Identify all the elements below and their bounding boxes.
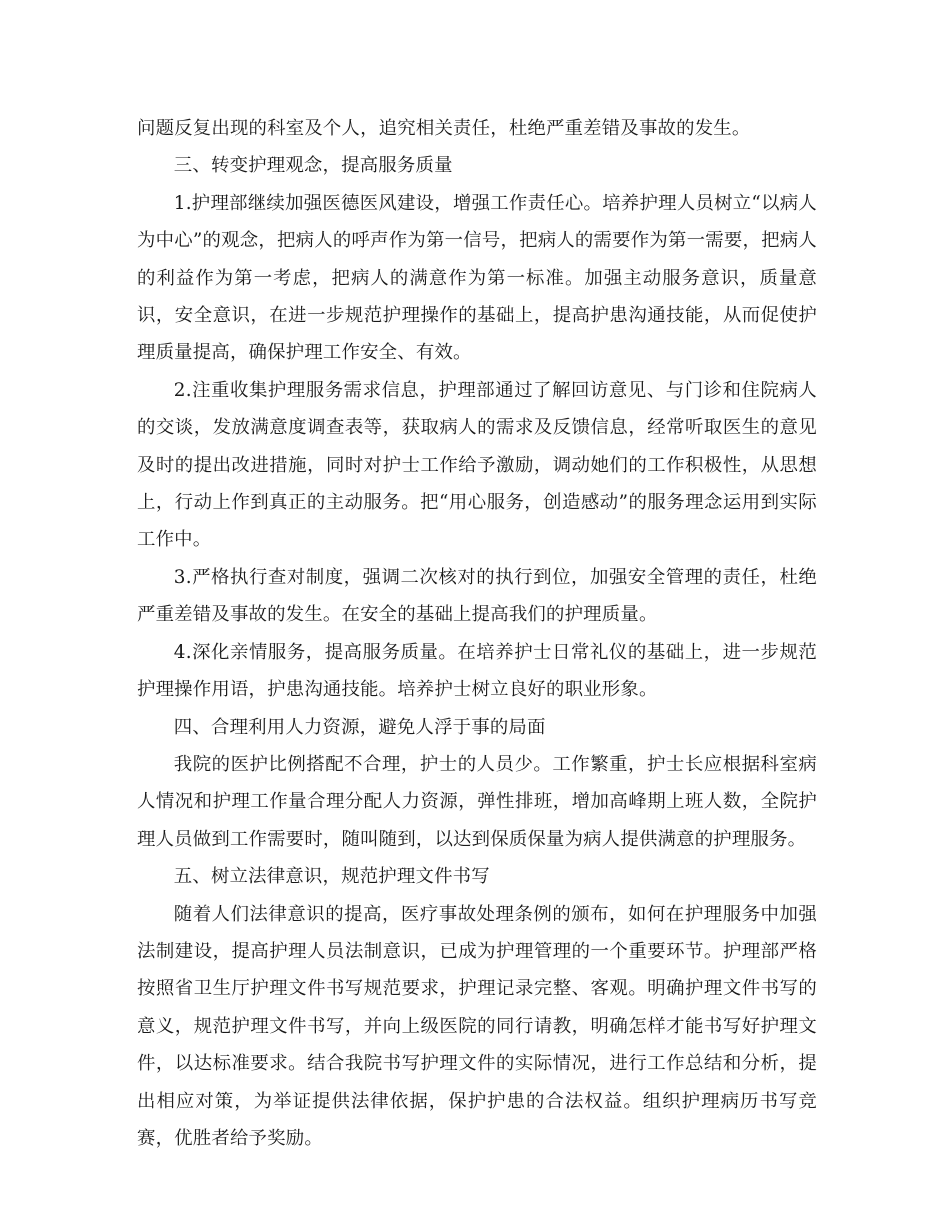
section-heading-5: 五、树立法律意识，规范护理文件书写 (173, 866, 490, 888)
section-heading-4: 四、合理利用人力资源，避免人浮于事的局面 (173, 716, 546, 738)
paragraph-item-1: 1.护理部继续加强医德医风建设，增强工作责任心。培养护理人员树立“以病人为中心”的观念，把病人的呼声作为第一信号，把病人的需要作为第一需要，把病人的利益作为第一考虑，把病人的满意作为第一标准。加强主动服务意识，质量意识，安全意识，在进一步规范护理操作的基础上，提高护患沟通技能，从而促使护理质量提高，确保护理工作安全、有效。 (137, 192, 817, 364)
paragraph-item-4: 4.深化亲情服务，提高服务质量。在培养护士日常礼仪的基础上，进一步规范护理操作用语，护患沟通技能。培养护士树立良好的职业形象。 (137, 641, 817, 701)
paragraph-item-3: 3.严格执行查对制度，强调二次核对的执行到位，加强安全管理的责任，杜绝严重差错及事故的发生。在安全的基础上提高我们的护理质量。 (137, 566, 817, 626)
paragraph-item-2: 2.注重收集护理服务需求信息，护理部通过了解回访意见、与门诊和住院病人的交谈，发放满意度调查表等，获取病人的需求及反馈信息，经常听取医生的意见及时的提出改进措施，同时对护士工作给予激励，调动她们的工作积极性，从思想上，行动上作到真正的主动服务。把“用心服务，创造感动”的服务理念运用到实际工作中。 (137, 379, 817, 551)
paragraph-continuation: 问题反复出现的科室及个人，追究相关责任，杜绝严重差错及事故的发生。 (137, 118, 751, 139)
document-body (137, 110, 817, 1157)
paragraph-staffing: 我院的医护比例搭配不合理，护士的人员少。工作繁重，护士长应根据科室病人情况和护理工作量合理分配人力资源，弹性排班，增加高峰期上班人数，全院护理人员做到工作需要时，随叫随到，以达到保质保量为病人提供满意的护理服务。 (137, 753, 817, 850)
paragraph-legal: 随着人们法律意识的提高，医疗事故处理条例的颁布，如何在护理服务中加强法制建设，提高护理人员法制意识，已成为护理管理的一个重要环节。护理部严格按照省卫生厅护理文件书写规范要求，护理记录完整、客观。明确护理文件书写的意义，规范护理文件书写，并向上级医院的同行请教，明确怎样才能书写好护理文件，以达标准要求。结合我院书写护理文件的实际情况，进行工作总结和分析，提出相应对策，为举证提供法律依据，保护护患的合法权益。组织护理病历书写竞赛，优胜者给予奖励。 (137, 903, 817, 1149)
section-heading-3: 三、转变护理观念，提高服务质量 (173, 155, 453, 177)
